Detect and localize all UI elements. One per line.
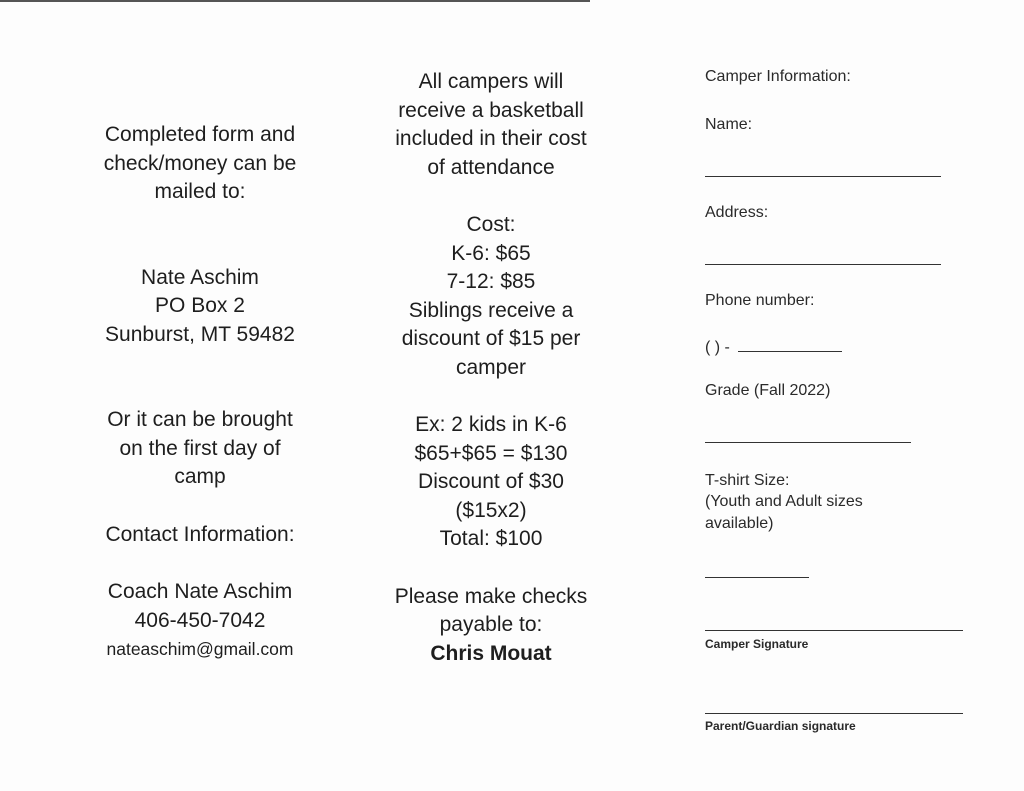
mail-heading-line: check/money can be: [103, 151, 297, 175]
example-total: Total: $100: [439, 527, 543, 550]
example-line: Ex: 2 kids in K-6: [415, 413, 567, 436]
example-line: Discount of $30: [418, 470, 564, 493]
parent-signature-label: Parent/Guardian signature: [705, 719, 856, 733]
address-field[interactable]: [705, 264, 941, 265]
form-heading: Camper Information:: [705, 68, 851, 85]
phone-blank[interactable]: [738, 350, 842, 352]
payable-line: Please make checks: [394, 584, 588, 608]
cost-info-column: [360, 68, 622, 668]
name-label: Name:: [705, 116, 753, 133]
example-line: $65+$65 = $130: [414, 441, 568, 465]
payable-line: payable to:: [439, 613, 543, 636]
mail-heading-line: mailed to:: [154, 180, 246, 203]
grade-field[interactable]: [705, 442, 911, 443]
contact-phone: 406-450-7042: [134, 608, 266, 632]
basketball-note-line: included in their cost: [395, 127, 587, 150]
bring-note-line: on the first day of: [119, 436, 281, 460]
name-field[interactable]: [705, 176, 941, 177]
address-po-box: PO Box 2: [155, 294, 245, 317]
address-city: Sunburst, MT 59482: [105, 322, 295, 346]
camper-signature-label: Camper Signature: [705, 637, 809, 651]
parent-signature-line[interactable]: [705, 713, 963, 714]
payee-name: Chris Mouat: [430, 641, 552, 665]
mail-heading-line: Completed form and: [104, 123, 296, 146]
tshirt-label: T-shirt Size:: [705, 472, 790, 489]
cost-heading: Cost:: [466, 213, 516, 236]
contact-name: Coach Nate Aschim: [107, 580, 293, 603]
basketball-note-line: All campers will: [418, 70, 564, 93]
tshirt-field[interactable]: [705, 577, 809, 578]
bring-note-line: Or it can be brought: [107, 408, 293, 431]
tshirt-note: (Youth and Adult sizes: [705, 493, 863, 510]
tshirt-note: available): [705, 515, 774, 532]
grade-label: Grade (Fall 2022): [705, 382, 831, 399]
basketball-note-line: receive a basketball: [398, 98, 584, 122]
contact-email: nateaschim@gmail.com: [106, 639, 294, 659]
address-name: Nate Aschim: [141, 265, 259, 289]
sibling-discount-line: discount of $15 per: [401, 327, 581, 350]
camper-signature-line[interactable]: [705, 630, 963, 631]
phone-label: Phone number:: [705, 292, 815, 309]
contact-heading: Contact Information:: [105, 522, 295, 546]
example-line: ($15x2): [455, 498, 527, 522]
cost-7-12: 7-12: $85: [446, 270, 536, 293]
bring-note-line: camp: [174, 465, 226, 488]
basketball-note-line: of attendance: [427, 155, 555, 179]
phone-field[interactable]: [705, 339, 842, 357]
mailing-info-column: [70, 121, 330, 664]
address-label: Address:: [705, 204, 769, 221]
cost-k6: K-6: $65: [451, 241, 531, 265]
sibling-discount-line: camper: [455, 355, 527, 379]
scan-edge-line: [0, 0, 590, 2]
sibling-discount-line: Siblings receive a: [408, 298, 574, 322]
phone-format: ( ) -: [705, 339, 730, 356]
